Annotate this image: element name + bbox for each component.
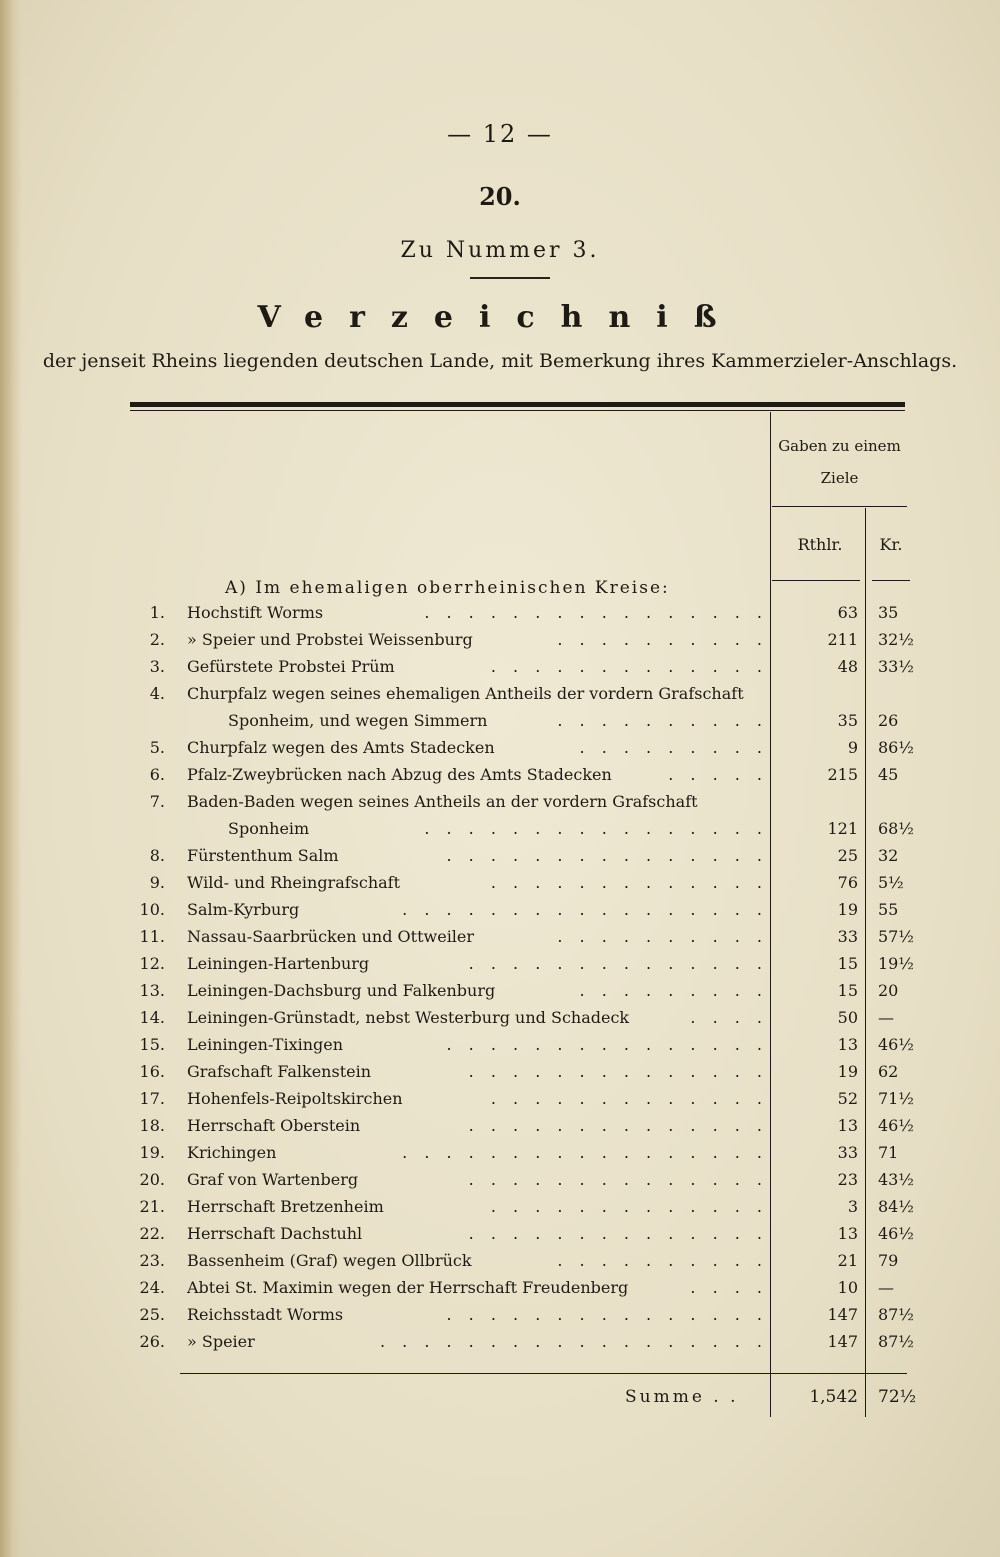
rthlr-value: 33 — [837, 927, 858, 946]
territory-name: Sponheim — [228, 819, 310, 838]
leader-dots: . . . . . — [668, 765, 768, 784]
row-number: 1. — [149, 603, 165, 622]
kr-value: 86½ — [878, 738, 914, 757]
rthlr-value: 13 — [837, 1035, 858, 1054]
territory-name: Pfalz-Zweybrücken nach Abzug des Amts Stadecken — [187, 765, 612, 784]
table-row — [0, 819, 1000, 846]
territory-name: Gefürstete Probstei Prüm — [187, 657, 395, 676]
row-number: 19. — [139, 1143, 165, 1162]
rthlr-value: 21 — [837, 1251, 858, 1270]
leader-dots: . . . . . . . . . . . . . — [490, 1089, 768, 1108]
rthlr-value: 121 — [827, 819, 858, 838]
row-number: 26. — [139, 1332, 165, 1351]
territory-name: Bassenheim (Graf) wegen Ollbrück — [187, 1251, 472, 1270]
row-number: 16. — [139, 1062, 165, 1081]
kr-value: 35 — [878, 603, 899, 622]
territory-name: Wild- und Rheingrafschaft — [187, 873, 401, 892]
table-row — [0, 792, 1000, 819]
table-row — [0, 1197, 1000, 1224]
table-row — [0, 1116, 1000, 1143]
row-number: 21. — [139, 1197, 165, 1216]
rthlr-value: 3 — [847, 1197, 858, 1216]
leader-dots: . . . . . . . . . . . . . . . . . — [402, 900, 768, 919]
territory-name: Krichingen — [187, 1143, 277, 1162]
sum-label: Summe . . — [625, 1387, 739, 1407]
row-number: 13. — [139, 981, 165, 1000]
leader-dots: . . . . . . . . . . . . . . . — [446, 1305, 768, 1324]
kr-value: 46½ — [878, 1035, 914, 1054]
kr-value: 71 — [878, 1143, 899, 1162]
table-top-rule — [130, 402, 905, 407]
kr-value: 46½ — [878, 1116, 914, 1135]
kr-value: 71½ — [878, 1089, 914, 1108]
rthlr-value: 19 — [837, 1062, 858, 1081]
kr-value: 79 — [878, 1251, 899, 1270]
leader-dots: . . . . . . . . . . . . . . . . . — [402, 1143, 768, 1162]
rthlr-value: 10 — [837, 1278, 858, 1297]
kr-header-rule — [872, 580, 910, 581]
leader-dots: . . . . . . . . . . — [557, 711, 768, 730]
table-row — [0, 1035, 1000, 1062]
row-number: 7. — [149, 792, 165, 811]
rthlr-value: 147 — [827, 1332, 858, 1351]
territory-name: Leiningen-Tixingen — [187, 1035, 344, 1054]
leader-dots: . . . . . . . . . . — [557, 927, 768, 946]
rthlr-value: 147 — [827, 1305, 858, 1324]
leader-dots: . . . . . . . . . . . . . — [490, 873, 768, 892]
leader-dots: . . . . . . . . . — [579, 981, 768, 1000]
table-row — [0, 1062, 1000, 1089]
header-divider — [772, 506, 907, 507]
leader-dots: . . . . . . . . . . . . . . — [468, 1170, 768, 1189]
kr-value: 62 — [878, 1062, 899, 1081]
kr-header: Kr. — [879, 535, 903, 554]
territory-name: Reichsstadt Worms — [187, 1305, 344, 1324]
row-number: 2. — [149, 630, 165, 649]
territory-name: Grafschaft Falkenstein — [187, 1062, 372, 1081]
leader-dots: . . . . . . . . . . . . . . — [468, 954, 768, 973]
rthlr-value: 48 — [837, 657, 858, 676]
leader-dots: . . . . . . . . . . . . . — [490, 657, 768, 676]
territory-name: Leiningen-Grünstadt, nebst Westerburg und Schadeck — [187, 1008, 630, 1027]
table-row — [0, 603, 1000, 630]
sum-kr: 72½ — [878, 1387, 917, 1407]
sum-rule-right — [772, 1373, 907, 1374]
table-row — [0, 954, 1000, 981]
rthlr-header-rule — [772, 580, 860, 581]
document-number: 20. — [479, 182, 521, 211]
rthlr-value: 15 — [837, 954, 858, 973]
kr-value: 45 — [878, 765, 899, 784]
kr-value: 87½ — [878, 1332, 914, 1351]
leader-dots: . . . . — [690, 1008, 768, 1027]
kr-value: 68½ — [878, 819, 914, 838]
table-row — [0, 711, 1000, 738]
kr-value: — — [878, 1278, 894, 1297]
reference-heading: Zu Nummer 3. — [400, 238, 600, 263]
column-group-header — [772, 430, 907, 494]
section-heading: A) Im ehemaligen oberrheinischen Kreise: — [225, 578, 670, 598]
rthlr-value: 23 — [837, 1170, 858, 1189]
kr-value: 55 — [878, 900, 899, 919]
territory-name: Sponheim, und wegen Simmern — [228, 711, 488, 730]
table-row — [0, 900, 1000, 927]
row-number: 25. — [139, 1305, 165, 1324]
row-number: 18. — [139, 1116, 165, 1135]
kr-value: 32 — [878, 846, 899, 865]
row-number: 3. — [149, 657, 165, 676]
rthlr-header: Rthlr. — [797, 535, 843, 554]
rthlr-value: 33 — [837, 1143, 858, 1162]
territory-name: Churpfalz wegen des Amts Stadecken — [187, 738, 495, 757]
table-row — [0, 630, 1000, 657]
leader-dots: . . . . — [690, 1278, 768, 1297]
row-number: 11. — [139, 927, 165, 946]
kr-value: 19½ — [878, 954, 914, 973]
territory-name: » Speier — [187, 1332, 255, 1351]
kr-value: 87½ — [878, 1305, 914, 1324]
rthlr-value: 52 — [837, 1089, 858, 1108]
table-row — [0, 1089, 1000, 1116]
territory-name: » Speier und Probstei Weissenburg — [187, 630, 473, 649]
rthlr-value: 35 — [837, 711, 858, 730]
leader-dots: . . . . . . . . . . . . . — [490, 1197, 768, 1216]
rthlr-value: 76 — [837, 873, 858, 892]
table-row — [0, 873, 1000, 900]
table-row — [0, 765, 1000, 792]
rthlr-value: 9 — [847, 738, 858, 757]
territory-name: Salm-Kyrburg — [187, 900, 300, 919]
leader-dots: . . . . . . . . . . — [557, 1251, 768, 1270]
row-number: 20. — [139, 1170, 165, 1189]
row-number: 12. — [139, 954, 165, 973]
rthlr-value: 63 — [837, 603, 858, 622]
row-number: 14. — [139, 1008, 165, 1027]
page-title: Verzeichniß — [257, 300, 743, 335]
rthlr-value: 15 — [837, 981, 858, 1000]
gaben-line-2: Ziele — [820, 469, 859, 487]
sum-rule-left — [180, 1373, 772, 1374]
table-row — [0, 1008, 1000, 1035]
gaben-line-1: Gaben zu einem — [778, 437, 901, 455]
row-number: 23. — [139, 1251, 165, 1270]
table-row — [0, 1278, 1000, 1305]
territory-name: Herrschaft Bretzenheim — [187, 1197, 384, 1216]
leader-dots: . . . . . . . . . . . . . . . . — [424, 819, 768, 838]
leader-dots: . . . . . . . . . . . . . . . . . . — [379, 1332, 768, 1351]
table-top-rule-thin — [130, 410, 905, 411]
row-number: 4. — [149, 684, 165, 703]
heading-rule — [470, 277, 550, 279]
kr-value: 84½ — [878, 1197, 914, 1216]
table-row — [0, 684, 1000, 711]
territory-name: Herrschaft Oberstein — [187, 1116, 361, 1135]
rthlr-value: 215 — [827, 765, 858, 784]
territory-name: Fürstenthum Salm — [187, 846, 339, 865]
table-row — [0, 1251, 1000, 1278]
territory-name: Leiningen-Dachsburg und Falkenburg — [187, 981, 496, 1000]
table-row — [0, 846, 1000, 873]
territory-name: Abtei St. Maximin wegen der Herrschaft Freudenberg — [187, 1278, 629, 1297]
row-number: 10. — [139, 900, 165, 919]
territory-name: Nassau-Saarbrücken und Ottweiler — [187, 927, 475, 946]
territory-name: Hohenfels-Reipoltskirchen — [187, 1089, 403, 1108]
kr-value: 46½ — [878, 1224, 914, 1243]
kr-value: — — [878, 1008, 894, 1027]
leader-dots: . . . . . . . . . . . . . . — [468, 1224, 768, 1243]
rthlr-value: 13 — [837, 1116, 858, 1135]
territory-name: Herrschaft Dachstuhl — [187, 1224, 363, 1243]
kr-value: 33½ — [878, 657, 914, 676]
territory-name: Churpfalz wegen seines ehemaligen Antheils der vordern Grafschaft — [187, 684, 744, 703]
table-row — [0, 927, 1000, 954]
kr-value: 5½ — [878, 873, 904, 892]
rthlr-value: 211 — [827, 630, 858, 649]
kr-value: 20 — [878, 981, 899, 1000]
table-row — [0, 1143, 1000, 1170]
leader-dots: . . . . . . . . . . . . . . — [468, 1116, 768, 1135]
row-number: 24. — [139, 1278, 165, 1297]
table-row — [0, 1224, 1000, 1251]
kr-value: 32½ — [878, 630, 914, 649]
row-number: 8. — [149, 846, 165, 865]
sum-row — [0, 1387, 1000, 1417]
territory-name: Hochstift Worms — [187, 603, 324, 622]
row-number: 22. — [139, 1224, 165, 1243]
rthlr-value: 19 — [837, 900, 858, 919]
page-subtitle: der jenseit Rheins liegenden deutschen Lande, mit Bemerkung ihres Kammerzieler-Anschlags. — [42, 350, 958, 372]
table-row — [0, 1332, 1000, 1359]
leader-dots: . . . . . . . . . . . . . . . — [446, 846, 768, 865]
table-row — [0, 657, 1000, 684]
territory-name: Graf von Wartenberg — [187, 1170, 359, 1189]
kr-value: 26 — [878, 711, 899, 730]
row-number: 9. — [149, 873, 165, 892]
kr-value: 43½ — [878, 1170, 914, 1189]
leader-dots: . . . . . . . . . — [579, 738, 768, 757]
sum-rthlr: 1,542 — [809, 1387, 858, 1407]
leader-dots: . . . . . . . . . . . . . . . — [446, 1035, 768, 1054]
row-number: 17. — [139, 1089, 165, 1108]
leader-dots: . . . . . . . . . . — [557, 630, 768, 649]
leader-dots: . . . . . . . . . . . . . . — [468, 1062, 768, 1081]
row-number: 5. — [149, 738, 165, 757]
table-row — [0, 1170, 1000, 1197]
rthlr-value: 50 — [837, 1008, 858, 1027]
leader-dots: . . . . . . . . . . . . . . . . — [424, 603, 768, 622]
table-row — [0, 981, 1000, 1008]
kr-value: 57½ — [878, 927, 914, 946]
row-number: 15. — [139, 1035, 165, 1054]
territory-name: Leiningen-Hartenburg — [187, 954, 370, 973]
table-row — [0, 1305, 1000, 1332]
territory-name: Baden-Baden wegen seines Antheils an der vordern Grafschaft — [187, 792, 698, 811]
page-number: — 12 — — [447, 120, 553, 148]
table-row — [0, 738, 1000, 765]
row-number: 6. — [149, 765, 165, 784]
rthlr-value: 25 — [837, 846, 858, 865]
rthlr-value: 13 — [837, 1224, 858, 1243]
